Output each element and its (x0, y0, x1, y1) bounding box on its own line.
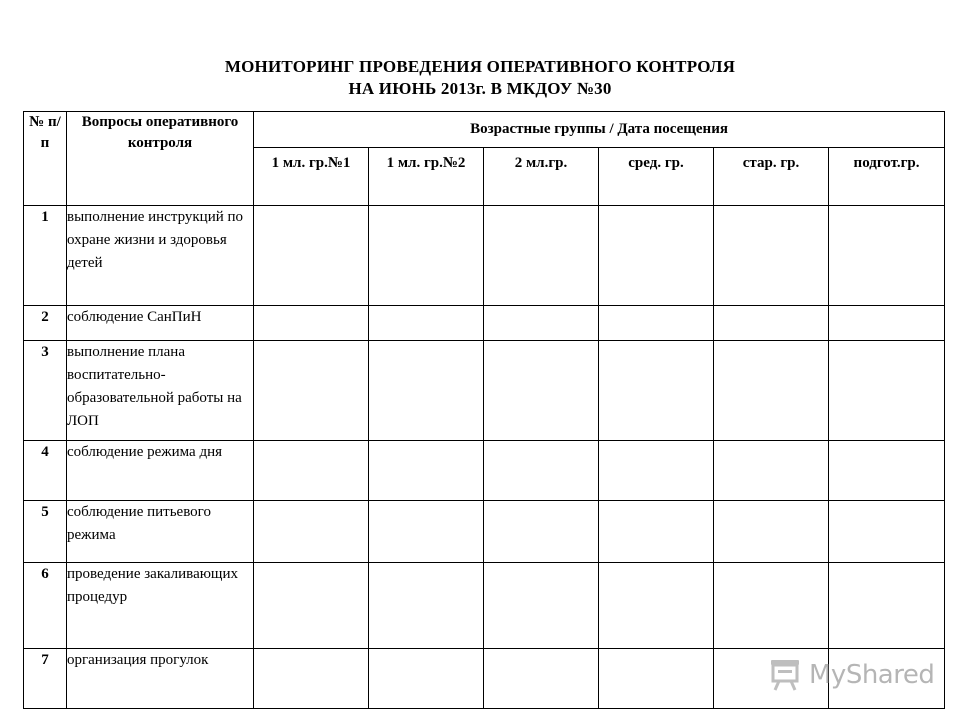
visit-date-cell[interactable] (714, 563, 829, 649)
presentation-board-icon (767, 657, 803, 693)
header-group-col: подгот.гр. (829, 148, 945, 206)
row-question: выполнение плана воспитательно-образовательной работы на ЛОП (67, 341, 254, 441)
table-row (24, 206, 945, 306)
table-row (24, 441, 945, 501)
visit-date-cell[interactable] (599, 341, 714, 441)
visit-date-cell[interactable] (599, 441, 714, 501)
visit-date-cell[interactable] (829, 441, 945, 501)
title-line-1: МОНИТОРИНГ ПРОВЕДЕНИЯ ОПЕРАТИВНОГО КОНТРОЛЯ (224, 57, 736, 76)
visit-date-cell[interactable] (829, 501, 945, 563)
header-group-col: стар. гр. (714, 148, 829, 206)
header-questions: Вопросы оперативного контроля (67, 112, 254, 206)
visit-date-cell[interactable] (599, 306, 714, 341)
row-number: 3 (24, 341, 67, 441)
visit-date-cell[interactable] (369, 563, 484, 649)
visit-date-cell[interactable] (714, 341, 829, 441)
visit-date-cell[interactable] (484, 563, 599, 649)
visit-date-cell[interactable] (829, 341, 945, 441)
visit-date-cell[interactable] (369, 649, 484, 709)
visit-date-cell[interactable] (484, 501, 599, 563)
visit-date-cell[interactable] (829, 206, 945, 306)
header-group-col: 2 мл.гр. (484, 148, 599, 206)
header-group-col: 1 мл. гр.№2 (369, 148, 484, 206)
visit-date-cell[interactable] (714, 441, 829, 501)
table-row (24, 306, 945, 341)
visit-date-cell[interactable] (599, 206, 714, 306)
visit-date-cell[interactable] (369, 306, 484, 341)
visit-date-cell[interactable] (484, 649, 599, 709)
visit-date-cell[interactable] (599, 501, 714, 563)
row-number: 5 (24, 501, 67, 563)
visit-date-cell[interactable] (254, 501, 369, 563)
table-row (24, 341, 945, 441)
visit-date-cell[interactable] (254, 563, 369, 649)
header-group-col: сред. гр. (599, 148, 714, 206)
row-number: 2 (24, 306, 67, 341)
row-question: соблюдение питьевого режима (67, 501, 254, 563)
row-number: 4 (24, 441, 67, 501)
visit-date-cell[interactable] (369, 206, 484, 306)
table-header-row (24, 112, 945, 148)
visit-date-cell[interactable] (369, 341, 484, 441)
visit-date-cell[interactable] (369, 441, 484, 501)
monitoring-table (23, 111, 945, 709)
table-row (24, 563, 945, 649)
header-group-col: 1 мл. гр.№1 (254, 148, 369, 206)
row-question: выполнение инструкций по охране жизни и здоровья детей (67, 206, 254, 306)
table-body (24, 206, 945, 709)
visit-date-cell[interactable] (254, 306, 369, 341)
visit-date-cell[interactable] (599, 563, 714, 649)
visit-date-cell[interactable] (599, 649, 714, 709)
visit-date-cell[interactable] (484, 206, 599, 306)
row-number: 6 (24, 563, 67, 649)
visit-date-cell[interactable] (369, 501, 484, 563)
visit-date-cell[interactable] (254, 341, 369, 441)
row-number: 1 (24, 206, 67, 306)
visit-date-cell[interactable] (829, 563, 945, 649)
visit-date-cell[interactable] (484, 441, 599, 501)
visit-date-cell[interactable] (829, 306, 945, 341)
visit-date-cell[interactable] (714, 306, 829, 341)
visit-date-cell[interactable] (714, 206, 829, 306)
visit-date-cell[interactable] (714, 501, 829, 563)
visit-date-cell[interactable] (484, 341, 599, 441)
header-groups: Возрастные группы / Дата посещения (254, 112, 945, 148)
row-question: организация прогулок (67, 649, 254, 709)
row-question: соблюдение СанПиН (67, 306, 254, 341)
row-number: 7 (24, 649, 67, 709)
table-row (24, 501, 945, 563)
title-line-2: НА ИЮНЬ 2013г. В МКДОУ №30 (348, 79, 612, 98)
visit-date-cell[interactable] (484, 306, 599, 341)
watermark-text: MyShared (809, 660, 935, 690)
row-question: соблюдение режима дня (67, 441, 254, 501)
visit-date-cell[interactable] (254, 206, 369, 306)
watermark (767, 655, 934, 695)
visit-date-cell[interactable] (254, 649, 369, 709)
row-question: проведение закаливающих процедур (67, 563, 254, 649)
header-num: № п/ п (24, 112, 67, 206)
visit-date-cell[interactable] (254, 441, 369, 501)
page-title (0, 56, 960, 100)
